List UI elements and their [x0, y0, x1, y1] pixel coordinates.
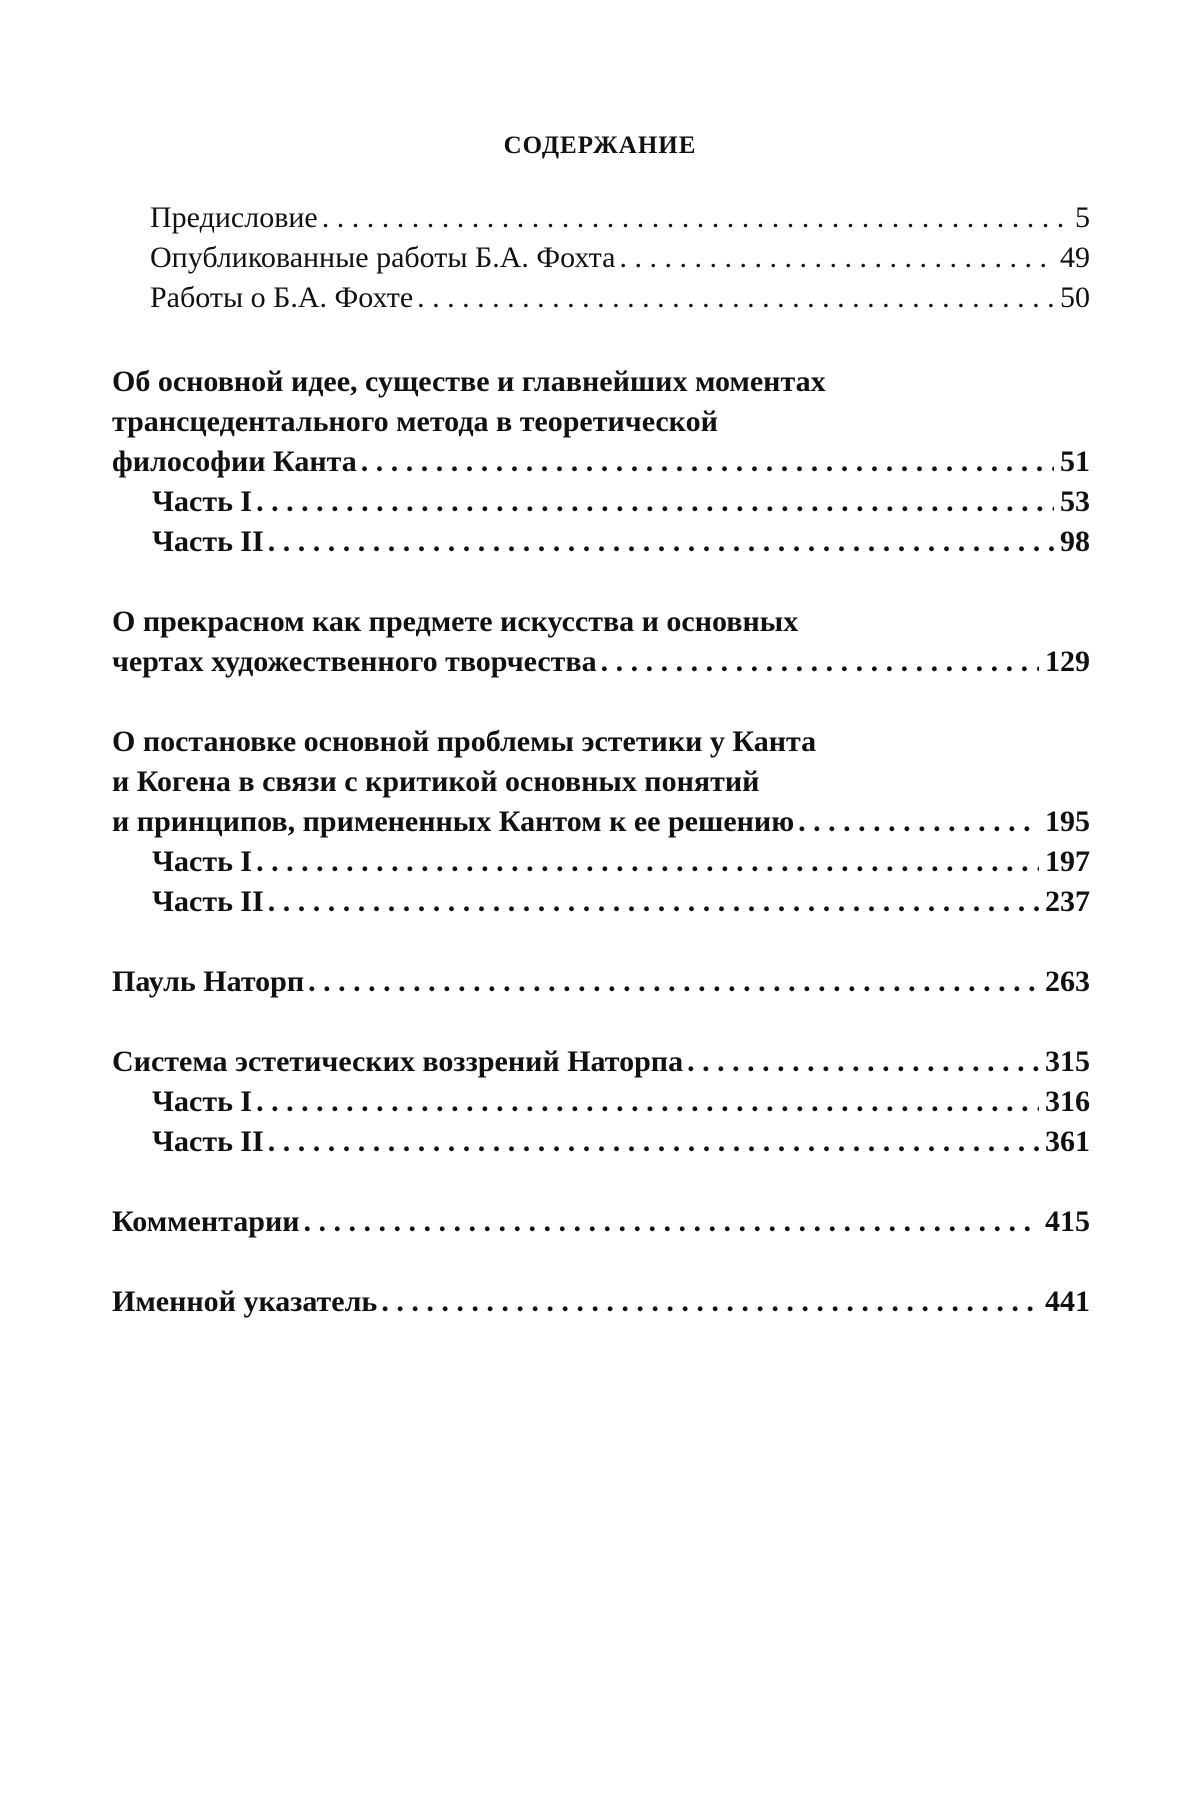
part-title: Часть I — [152, 845, 253, 878]
leader-dots — [601, 642, 1039, 682]
toc-entry-page: 51 — [1060, 445, 1090, 478]
leader-dots — [256, 842, 1039, 882]
leader-dots — [322, 198, 1069, 238]
toc-entry-page: 316 — [1045, 1085, 1090, 1118]
leader-dots — [268, 882, 1039, 922]
part-title: Часть I — [152, 1085, 253, 1118]
toc-entry-title: Предисловие — [150, 201, 318, 234]
leader-dots — [256, 1082, 1039, 1122]
toc-entry-page: 197 — [1045, 845, 1090, 878]
leader-dots — [304, 1202, 1039, 1242]
leader-dots — [417, 278, 1054, 318]
toc-entry-page: 315 — [1045, 1045, 1090, 1078]
section-title-line: и принципов, примененных Кантом к ее решению — [112, 805, 795, 838]
leader-dots — [268, 522, 1054, 562]
toc-entry-page: 5 — [1075, 201, 1090, 234]
part-title: Часть II — [152, 525, 264, 558]
leader-dots — [361, 442, 1054, 482]
toc-heading: СОДЕРЖАНИЕ — [503, 132, 697, 159]
toc-entry-title: Опубликованные работы Б.А. Фохта — [150, 241, 616, 274]
section-title-line: трансцедентального метода в теоретической — [112, 405, 718, 438]
section-title-line: Пауль Наторп — [112, 965, 305, 998]
section-title-line: Система эстетических воззрений Наторпа — [112, 1045, 684, 1078]
toc-entry-page: 415 — [1045, 1205, 1090, 1238]
section-title-line: О прекрасном как предмете искусства и основных — [112, 605, 799, 638]
section-title-line: О постановке основной проблемы эстетики у Канта — [112, 725, 817, 758]
toc-entry-front[interactable] — [150, 238, 1090, 278]
toc-entry-section[interactable] — [112, 802, 1090, 842]
part-title: Часть II — [152, 885, 264, 918]
toc-entry-front[interactable] — [150, 198, 1090, 238]
section-title-line: чертах художественного творчества — [112, 645, 597, 678]
toc-entry-page: 53 — [1060, 485, 1090, 518]
section-title-line: Об основной идее, существе и главнейших моментах — [112, 365, 826, 398]
section-title-line: и Когена в связи с критикой основных понятий — [112, 765, 760, 798]
toc-entry-section[interactable] — [112, 1202, 1090, 1242]
toc-entry-page: 195 — [1045, 805, 1090, 838]
toc-entry-section[interactable] — [112, 1042, 1090, 1082]
toc-entry-front[interactable] — [150, 278, 1090, 318]
part-title: Часть II — [152, 1125, 264, 1158]
toc-entry-section[interactable] — [112, 642, 1090, 682]
leader-dots — [619, 238, 1054, 278]
toc-entry-section[interactable] — [112, 962, 1090, 1002]
leader-dots — [381, 1282, 1039, 1322]
toc-entry-page: 361 — [1045, 1125, 1090, 1158]
section-title-line: философии Канта — [112, 445, 357, 478]
toc-entry-page: 237 — [1045, 885, 1090, 918]
toc-entry-page: 441 — [1045, 1285, 1090, 1318]
leader-dots — [268, 1122, 1039, 1162]
toc-entry-section[interactable] — [112, 1282, 1090, 1322]
leader-dots — [308, 962, 1039, 1002]
toc-entry-part[interactable] — [152, 1122, 1090, 1162]
toc-entry-part[interactable] — [152, 522, 1090, 562]
toc-entry-page: 98 — [1060, 525, 1090, 558]
toc-entry-page: 50 — [1060, 281, 1090, 314]
toc-entry-section[interactable] — [112, 442, 1090, 482]
toc-entry-title: Работы о Б.А. Фохте — [150, 281, 414, 314]
toc-entry-part[interactable] — [152, 882, 1090, 922]
toc-entry-page: 49 — [1060, 241, 1090, 274]
section-title-line: Именной указатель — [112, 1285, 378, 1318]
toc-entry-part[interactable] — [152, 1082, 1090, 1122]
leader-dots — [687, 1042, 1039, 1082]
section-title-line: Комментарии — [112, 1205, 300, 1238]
toc-entry-part[interactable] — [152, 842, 1090, 882]
toc-entry-page: 263 — [1045, 965, 1090, 998]
toc-entry-part[interactable] — [152, 482, 1090, 522]
part-title: Часть I — [152, 485, 253, 518]
leader-dots — [256, 482, 1054, 522]
leader-dots — [798, 802, 1039, 842]
toc-entry-page: 129 — [1045, 645, 1090, 678]
